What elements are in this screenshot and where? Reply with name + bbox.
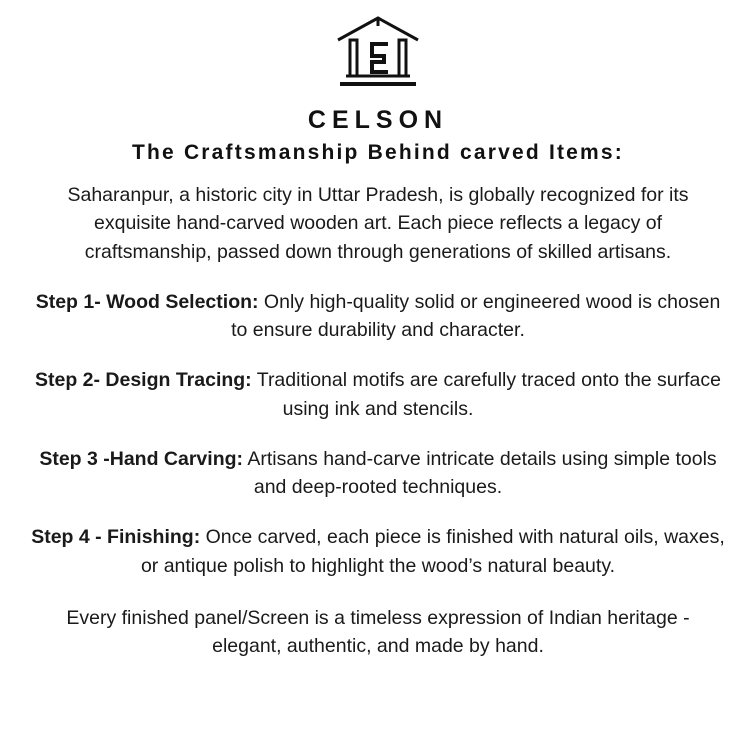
step-item	[28, 288, 728, 345]
closing-paragraph: Every finished panel/Screen is a timeless expression of Indian heritage - elegant, authentic, and made by hand.	[66, 606, 690, 658]
house-with-c-monogram-logo	[330, 14, 426, 96]
brand-logo	[330, 14, 426, 96]
step-label: Step 1- Wood Selection:	[35, 290, 259, 313]
step-text: Only high-quality solid or engineered wood is chosen to ensure durability and character.	[231, 290, 721, 342]
step-label: Step 2- Design Tracing:	[34, 369, 252, 392]
step-label: Step 3 -Hand Carving:	[39, 447, 244, 470]
step-label: Step 4 - Finishing:	[31, 526, 201, 549]
step-text: Artisans hand-carve intricate details using simple tools and deep-rooted techniques.	[243, 447, 717, 499]
step-item	[28, 523, 728, 580]
page-title: The Craftsmanship Behind carved Items:	[131, 141, 625, 164]
step-text: Once carved, each piece is finished with natural oils, waxes, or antique polish to highlight the wood’s natural beauty.	[140, 526, 725, 577]
step-item	[28, 366, 728, 423]
step-text: Traditional motifs are carefully traced onto the surface using ink and stencils.	[251, 369, 722, 420]
intro-paragraph: Saharanpur, a historic city in Uttar Pradesh, is globally recognized for its exquisite hand-carved wooden art. Each piece reflects a legacy of craftsmanship, passed down through generations of skilled artisans.	[67, 184, 689, 263]
brand-name: CELSON	[307, 106, 449, 134]
step-item	[28, 445, 728, 502]
